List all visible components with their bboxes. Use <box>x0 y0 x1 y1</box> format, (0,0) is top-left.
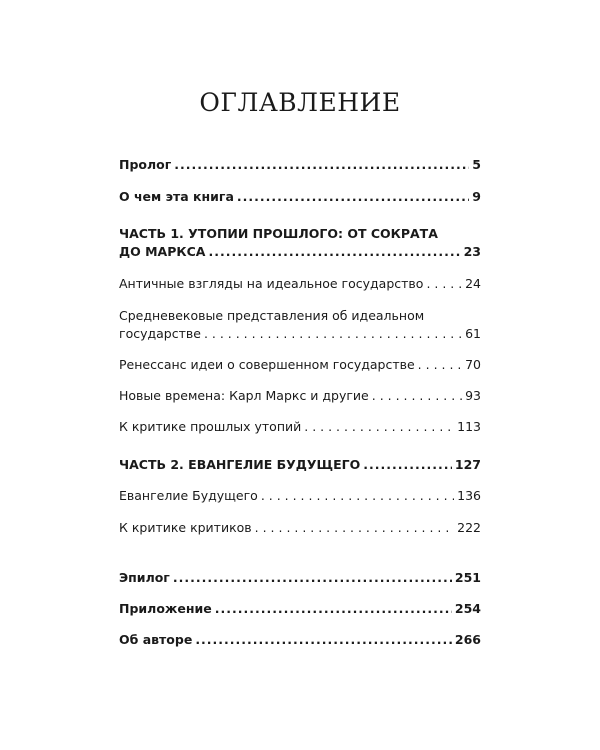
leader-dots <box>304 418 454 436</box>
toc-entry-page: 24 <box>465 276 481 291</box>
leader-dots <box>173 569 452 587</box>
toc-entry-page: 127 <box>454 457 481 472</box>
leader-dots <box>195 631 452 649</box>
toc-entry-page: 5 <box>472 157 481 172</box>
toc-entry-page: 136 <box>457 488 481 503</box>
toc-entry-label: Пролог <box>119 157 172 172</box>
toc-entry-gospel-future[interactable] <box>119 487 481 505</box>
leader-dots <box>426 275 462 293</box>
toc-entry-part-1[interactable] <box>119 225 481 261</box>
toc-entry-label: К критике критиков <box>119 520 252 535</box>
toc-entry-label: Евангелие Будущего <box>119 488 258 503</box>
toc-entry-antique[interactable] <box>119 275 481 293</box>
toc-entry-label: Приложение <box>119 601 212 616</box>
toc-entry-page: 251 <box>454 570 481 585</box>
toc-entry-page: 266 <box>454 632 481 647</box>
leader-dots <box>204 325 462 343</box>
toc-entry-label: О чем эта книга <box>119 189 234 204</box>
toc-entry-page: 222 <box>457 520 481 535</box>
toc-entry-critique-utopias[interactable] <box>119 418 481 436</box>
toc-entry-label: Античные взгляды на идеальное государство <box>119 276 424 291</box>
toc-entry-about-book[interactable] <box>119 188 481 206</box>
toc-entry-label: государстве <box>119 326 201 341</box>
toc-entry-page: 61 <box>465 326 481 341</box>
toc-entry-renaissance[interactable] <box>119 356 481 374</box>
toc-entry-page: 113 <box>457 419 481 434</box>
toc-entry-prologue[interactable] <box>119 156 481 174</box>
toc-entry-appendix[interactable] <box>119 600 481 618</box>
toc-entry-page: 93 <box>465 388 481 403</box>
leader-dots <box>255 519 454 537</box>
leader-dots <box>372 387 462 405</box>
toc-entry-label: ДО МАРКСА <box>119 244 206 259</box>
leader-dots <box>208 243 460 261</box>
toc-entry-critique-critics[interactable] <box>119 519 481 537</box>
leader-dots <box>174 156 469 174</box>
toc-entry-page: 254 <box>454 601 481 616</box>
leader-dots <box>237 188 469 206</box>
toc-entry-medieval[interactable] <box>119 307 481 343</box>
toc-entry-about-author[interactable] <box>119 631 481 649</box>
toc-entry-page: 70 <box>465 357 481 372</box>
leader-dots <box>363 456 452 474</box>
toc-entry-label-line1: ЧАСТЬ 1. УТОПИИ ПРОШЛОГО: ОТ СОКРАТА <box>119 226 438 241</box>
leader-dots <box>261 487 454 505</box>
toc-entry-part-2[interactable] <box>119 456 481 474</box>
toc-entry-label-line1: Средневековые представления об идеальном <box>119 308 425 323</box>
toc-entry-label: Ренессанс идеи о совершенном государстве <box>119 357 415 372</box>
toc-entry-new-times[interactable] <box>119 387 481 405</box>
toc-entry-label: Новые времена: Карл Маркс и другие <box>119 388 369 403</box>
toc-entry-label: Об авторе <box>119 632 193 647</box>
leader-dots <box>418 356 462 374</box>
toc-entry-page: 9 <box>472 189 481 204</box>
toc-entry-epilogue[interactable] <box>119 569 481 587</box>
toc-entry-page: 23 <box>463 244 481 259</box>
page-title: ОГЛАВЛЕНИЕ <box>199 88 401 117</box>
toc-entry-label: К критике прошлых утопий <box>119 419 302 434</box>
toc-entry-label: Эпилог <box>119 570 170 585</box>
leader-dots <box>215 600 452 618</box>
toc-entry-label: ЧАСТЬ 2. ЕВАНГЕЛИЕ БУДУЩЕГО <box>119 457 361 472</box>
